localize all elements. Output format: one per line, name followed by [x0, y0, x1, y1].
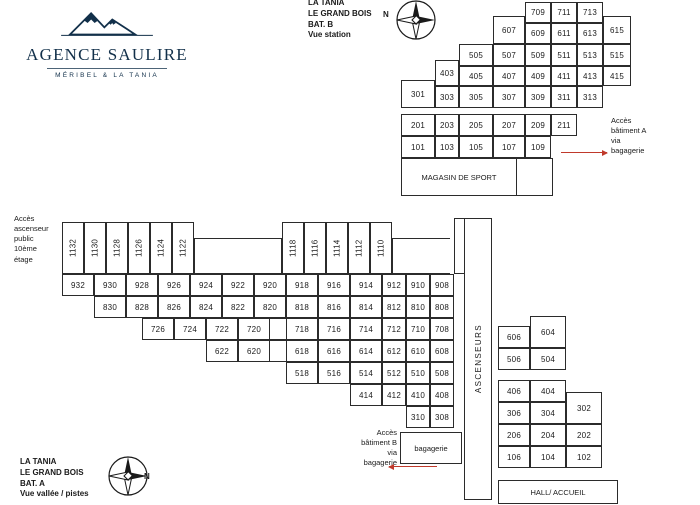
luggage-room[interactable]: bagagerie — [400, 432, 462, 464]
room-cell[interactable]: 509 — [525, 44, 551, 66]
room-cell[interactable]: 812 — [382, 296, 406, 318]
mountain-icon — [47, 8, 167, 38]
access-b-l1: Accès — [376, 428, 397, 437]
room-cell[interactable]: 504 — [530, 348, 566, 370]
access-b-l2: bâtiment B — [361, 438, 397, 448]
room-cell[interactable]: 1116 — [304, 222, 326, 274]
room-cell[interactable]: 514 — [350, 362, 382, 384]
compass-bottom-label: N — [144, 472, 150, 481]
room-cell[interactable]: 106 — [498, 446, 530, 468]
room-cell[interactable]: 926 — [158, 274, 190, 296]
room-cell[interactable]: 612 — [382, 340, 406, 362]
access-b-l4: bagagerie — [363, 458, 397, 468]
elevators-label: ASCENSEURS — [473, 324, 483, 394]
room-cell[interactable]: 1126 — [128, 222, 150, 274]
room-cell[interactable]: 405 — [459, 66, 493, 86]
room-cell[interactable]: 818 — [286, 296, 318, 318]
bottom-title-line3: BAT. A — [20, 478, 45, 488]
access-note-top-l1: Accès — [611, 116, 632, 125]
room-cell[interactable]: 609 — [525, 23, 551, 44]
room-cell[interactable]: 102 — [566, 446, 602, 468]
hall-reception[interactable]: HALL/ ACCUEIL — [498, 480, 618, 504]
room-cell[interactable]: 714 — [350, 318, 382, 340]
room-cell[interactable]: 302 — [566, 392, 602, 424]
room-cell[interactable]: 720 — [238, 318, 270, 340]
room-cell[interactable]: 718 — [286, 318, 318, 340]
room-cell[interactable]: 305 — [459, 86, 493, 108]
access-lift-l3: public — [14, 234, 34, 244]
elevators-shaft — [464, 218, 492, 500]
access-arrow-b — [389, 466, 437, 467]
room-cell[interactable]: 920 — [254, 274, 286, 296]
room-cell[interactable]: 508 — [430, 362, 454, 384]
room-cell[interactable]: 618 — [286, 340, 318, 362]
room-cell[interactable]: 408 — [430, 384, 454, 406]
access-note-b — [337, 428, 397, 469]
room-cell[interactable]: 511 — [551, 44, 577, 66]
room-cell[interactable]: 104 — [530, 446, 566, 468]
room-cell[interactable]: 306 — [498, 402, 530, 424]
room-cell[interactable]: 828 — [126, 296, 158, 318]
shop-extension — [517, 158, 553, 196]
top-title-line1: LA TANIA — [308, 0, 345, 7]
room-cell[interactable]: 824 — [190, 296, 222, 318]
room-cell[interactable]: 205 — [459, 114, 493, 136]
room-cell[interactable]: 616 — [318, 340, 350, 362]
room-cell[interactable]: 409 — [525, 66, 551, 86]
room-cell[interactable]: 608 — [430, 340, 454, 362]
room-cell[interactable]: 512 — [382, 362, 406, 384]
room-cell[interactable]: 412 — [382, 384, 406, 406]
room-cell[interactable]: 510 — [406, 362, 430, 384]
room-cell[interactable]: 513 — [577, 44, 603, 66]
room-cell[interactable]: 708 — [430, 318, 454, 340]
room-cell[interactable]: 101 — [401, 136, 435, 158]
shaft-top-connector — [454, 218, 464, 274]
access-lift-l5: étage — [14, 254, 33, 264]
room-cell[interactable]: 209 — [525, 114, 551, 136]
room-cell[interactable]: 726 — [142, 318, 174, 340]
room-cell[interactable]: 930 — [94, 274, 126, 296]
room-cell[interactable]: 506 — [498, 348, 530, 370]
logo-divider — [47, 68, 167, 69]
room-cell[interactable]: 710 — [406, 318, 430, 340]
room-cell[interactable]: 607 — [493, 16, 525, 44]
room-cell[interactable]: 1122 — [172, 222, 194, 274]
room-cell[interactable]: 614 — [350, 340, 382, 362]
room-cell[interactable]: 211 — [551, 114, 577, 136]
room-cell[interactable]: 109 — [525, 136, 551, 158]
room-cell[interactable]: 407 — [493, 66, 525, 86]
room-cell[interactable]: 308 — [430, 406, 454, 428]
agency-subtitle: MÉRIBEL & LA TANIA — [55, 72, 159, 79]
top-title-line3: BAT. B — [308, 19, 334, 29]
room-cell[interactable]: 307 — [493, 86, 525, 108]
room-cell[interactable]: 713 — [577, 2, 603, 23]
room-cell[interactable]: 1124 — [150, 222, 172, 274]
room-cell[interactable]: 204 — [530, 424, 566, 446]
room-cell[interactable]: 304 — [530, 402, 566, 424]
room-cell[interactable]: 403 — [435, 60, 459, 86]
corridor-segment — [270, 318, 286, 340]
room-cell[interactable]: 722 — [206, 318, 238, 340]
room-cell[interactable]: 1130 — [84, 222, 106, 274]
room-cell[interactable]: 1114 — [326, 222, 348, 274]
room-cell[interactable]: 611 — [551, 23, 577, 44]
access-arrow-top — [561, 152, 607, 153]
room-cell[interactable]: 924 — [190, 274, 222, 296]
room-cell[interactable]: 910 — [406, 274, 430, 296]
room-cell[interactable]: 313 — [577, 86, 603, 108]
top-title — [308, 0, 372, 41]
agency-name: AGENCE SAULIRE — [26, 45, 188, 64]
room-cell[interactable]: 1112 — [348, 222, 370, 274]
access-lift-l1: Accès — [14, 214, 35, 223]
access-lift-l2: ascenseur — [14, 224, 49, 234]
bottom-title — [20, 457, 89, 500]
room-cell[interactable]: 404 — [530, 380, 566, 402]
room-cell[interactable]: 413 — [577, 66, 603, 86]
room-cell[interactable]: 310 — [406, 406, 430, 428]
room-cell[interactable]: 406 — [498, 380, 530, 402]
room-cell[interactable]: 1118 — [282, 222, 304, 274]
top-title-line4: Vue station — [308, 30, 351, 40]
room-cell[interactable]: 620 — [238, 340, 270, 362]
room-cell[interactable]: 822 — [222, 296, 254, 318]
room-cell[interactable]: 922 — [222, 274, 254, 296]
room-cell[interactable]: 622 — [206, 340, 238, 362]
room-cell[interactable]: 613 — [577, 23, 603, 44]
room-cell[interactable]: 918 — [286, 274, 318, 296]
bottom-title-line2: LE GRAND BOIS — [20, 467, 84, 477]
corridor-segment-right — [392, 238, 450, 274]
room-cell[interactable]: 516 — [318, 362, 350, 384]
room-cell[interactable]: 808 — [430, 296, 454, 318]
bottom-title-line1: LA TANIA — [20, 457, 57, 466]
room-cell[interactable]: 604 — [530, 316, 566, 348]
room-cell[interactable]: 201 — [401, 114, 435, 136]
room-cell[interactable]: 810 — [406, 296, 430, 318]
bottom-title-line4: Vue vallée / pistes — [20, 489, 89, 499]
room-cell[interactable]: 107 — [493, 136, 525, 158]
room-cell[interactable]: 912 — [382, 274, 406, 296]
room-cell[interactable]: 914 — [350, 274, 382, 296]
room-cell[interactable]: 814 — [350, 296, 382, 318]
room-cell[interactable]: 207 — [493, 114, 525, 136]
room-cell[interactable]: 908 — [430, 274, 454, 296]
access-note-top-l4: bagagerie — [611, 146, 645, 156]
room-cell[interactable]: 410 — [406, 384, 430, 406]
room-cell[interactable]: 303 — [435, 86, 459, 108]
room-cell[interactable]: 711 — [551, 2, 577, 23]
room-cell[interactable]: 709 — [525, 2, 551, 23]
room-cell[interactable]: 928 — [126, 274, 158, 296]
compass-bottom — [104, 452, 152, 500]
room-cell[interactable]: 414 — [350, 384, 382, 406]
room-cell[interactable]: 103 — [435, 136, 459, 158]
room-cell[interactable]: 1132 — [62, 222, 84, 274]
room-cell[interactable]: 916 — [318, 274, 350, 296]
compass-top-label: N — [383, 10, 389, 19]
room-cell[interactable]: 515 — [603, 44, 631, 66]
room-cell[interactable]: 610 — [406, 340, 430, 362]
corridor-segment — [194, 238, 282, 274]
room-cell[interactable]: 932 — [62, 274, 94, 296]
room-cell[interactable]: 826 — [158, 296, 190, 318]
room-cell[interactable]: 203 — [435, 114, 459, 136]
room-cell[interactable]: 606 — [498, 326, 530, 348]
room-cell[interactable]: 507 — [493, 44, 525, 66]
top-title-line2: LE GRAND BOIS — [308, 8, 372, 18]
sport-shop[interactable]: MAGASIN DE SPORT — [401, 158, 517, 196]
agency-logo — [22, 8, 192, 79]
room-cell[interactable]: 820 — [254, 296, 286, 318]
room-cell[interactable]: 724 — [174, 318, 206, 340]
room-cell[interactable]: 712 — [382, 318, 406, 340]
room-cell[interactable]: 816 — [318, 296, 350, 318]
room-cell[interactable]: 415 — [603, 66, 631, 86]
compass-top — [383, 0, 440, 44]
room-cell[interactable]: 1110 — [370, 222, 392, 274]
room-cell[interactable]: 615 — [603, 16, 631, 44]
access-lift-l4: 10ème — [14, 244, 37, 254]
room-cell[interactable]: 518 — [286, 362, 318, 384]
room-cell[interactable]: 411 — [551, 66, 577, 86]
access-note-top — [611, 116, 671, 157]
access-b-l3: via — [387, 448, 397, 458]
access-note-top-l3: via — [611, 136, 621, 146]
room-cell[interactable]: 105 — [459, 136, 493, 158]
access-note-top-l2: bâtiment A — [611, 126, 647, 136]
room-cell[interactable]: 309 — [525, 86, 551, 108]
room-cell[interactable]: 505 — [459, 44, 493, 66]
room-cell[interactable]: 716 — [318, 318, 350, 340]
room-cell[interactable]: 301 — [401, 80, 435, 108]
room-cell[interactable]: 830 — [94, 296, 126, 318]
room-cell[interactable]: 206 — [498, 424, 530, 446]
room-cell[interactable]: 1128 — [106, 222, 128, 274]
room-cell[interactable]: 202 — [566, 424, 602, 446]
corridor-segment — [270, 340, 286, 362]
room-cell[interactable]: 311 — [551, 86, 577, 108]
